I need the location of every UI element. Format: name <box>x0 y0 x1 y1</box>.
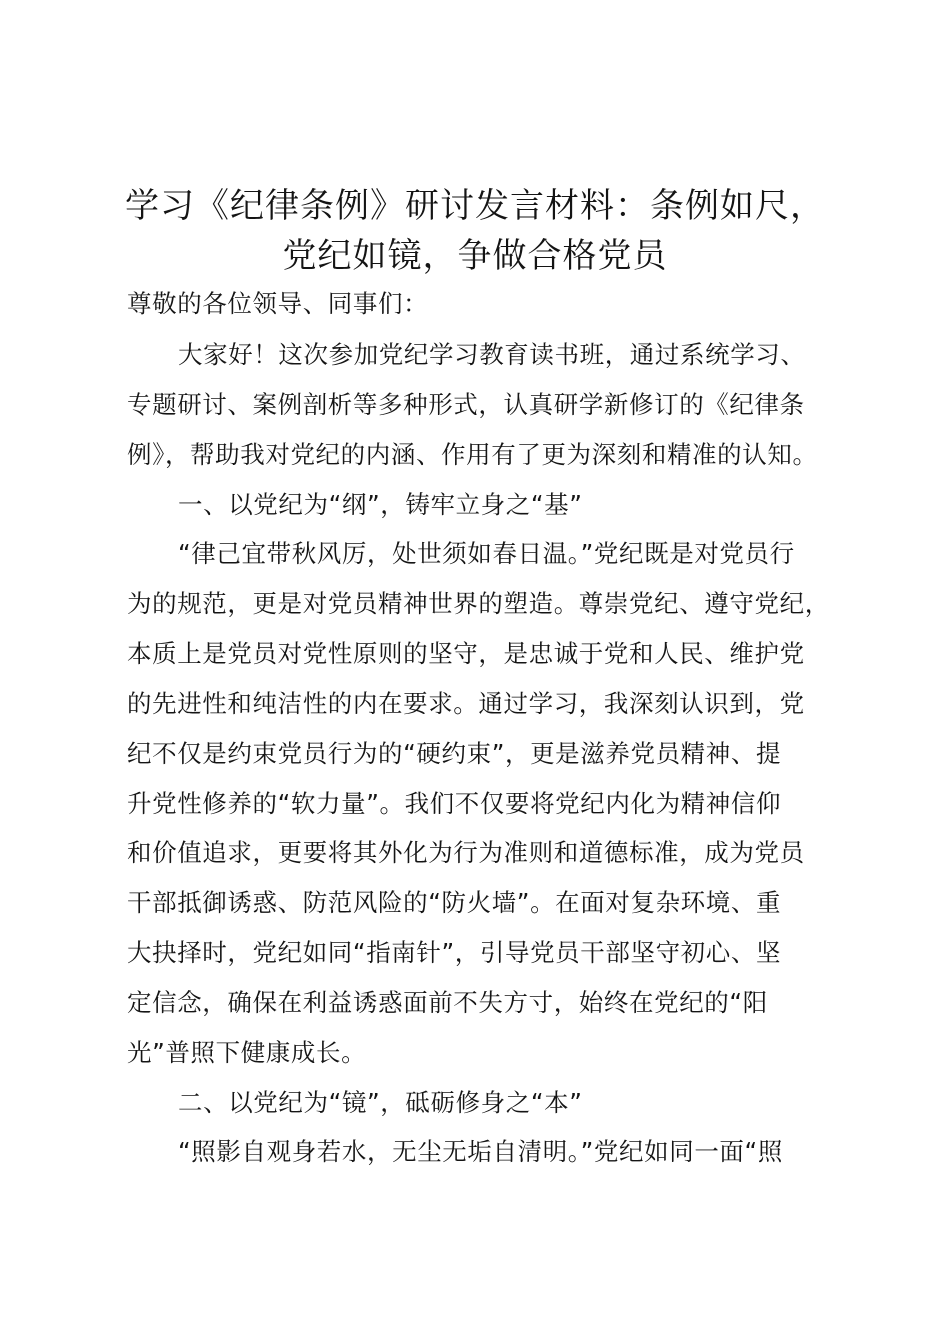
paragraph-line: 本质上是党员对党性原则的坚守，是忠诚于党和人民、维护党 <box>127 639 805 668</box>
paragraph-line: 大抉择时，党纪如同“指南针”，引导党员干部坚守初心、坚 <box>127 938 782 967</box>
paragraph-line: 纪不仅是约束党员行为的“硬约束”，更是滋养党员精神、提 <box>127 739 782 768</box>
paragraph-line: 定信念，确保在利益诱惑面前不失方寸，始终在党纪的“阳 <box>127 988 768 1017</box>
paragraph-line: 大家好！这次参加党纪学习教育读书班，通过系统学习、 <box>178 340 806 369</box>
salutation: 尊敬的各位领导、同事们： <box>127 289 429 318</box>
paragraph-line: “律己宜带秋风厉，处世须如春日温。”党纪既是对党员行 <box>178 539 795 568</box>
paragraph-line: 干部抵御诱惑、防范风险的“防火墙”。在面对复杂环境、重 <box>127 888 782 917</box>
paragraph-line: 和价值追求，更要将其外化为行为准则和道德标准，成为党员 <box>127 838 805 867</box>
section-heading: 一、以党纪为“纲”，铸牢立身之“基” <box>178 490 583 519</box>
document-title-line-2: 党纪如镜，争做合格党员 <box>282 236 668 276</box>
paragraph-line: 光”普照下健康成长。 <box>127 1038 367 1067</box>
paragraph-line: 专题研讨、案例剖析等多种形式，认真研学新修订的《纪律条 <box>127 390 805 419</box>
section-heading: 二、以党纪为“镜”，砥砺修身之“本” <box>178 1088 583 1117</box>
document-title-line-1: 学习《纪律条例》研讨发言材料：条例如尺， <box>125 186 825 226</box>
paragraph-line: 的先进性和纯洁性的内在要求。通过学习，我深刻认识到，党 <box>127 689 805 718</box>
paragraph-line: 为的规范，更是对党员精神世界的塑造。尊崇党纪、遵守党纪， <box>127 589 830 618</box>
paragraph-line: “照影自观身若水，无尘无垢自清明。”党纪如同一面“照 <box>178 1137 783 1166</box>
paragraph-line: 例》，帮助我对党纪的内涵、作用有了更为深刻和精准的认知。 <box>127 440 818 469</box>
paragraph-line: 升党性修养的“软力量”。我们不仅要将党纪内化为精神信仰 <box>127 789 782 818</box>
